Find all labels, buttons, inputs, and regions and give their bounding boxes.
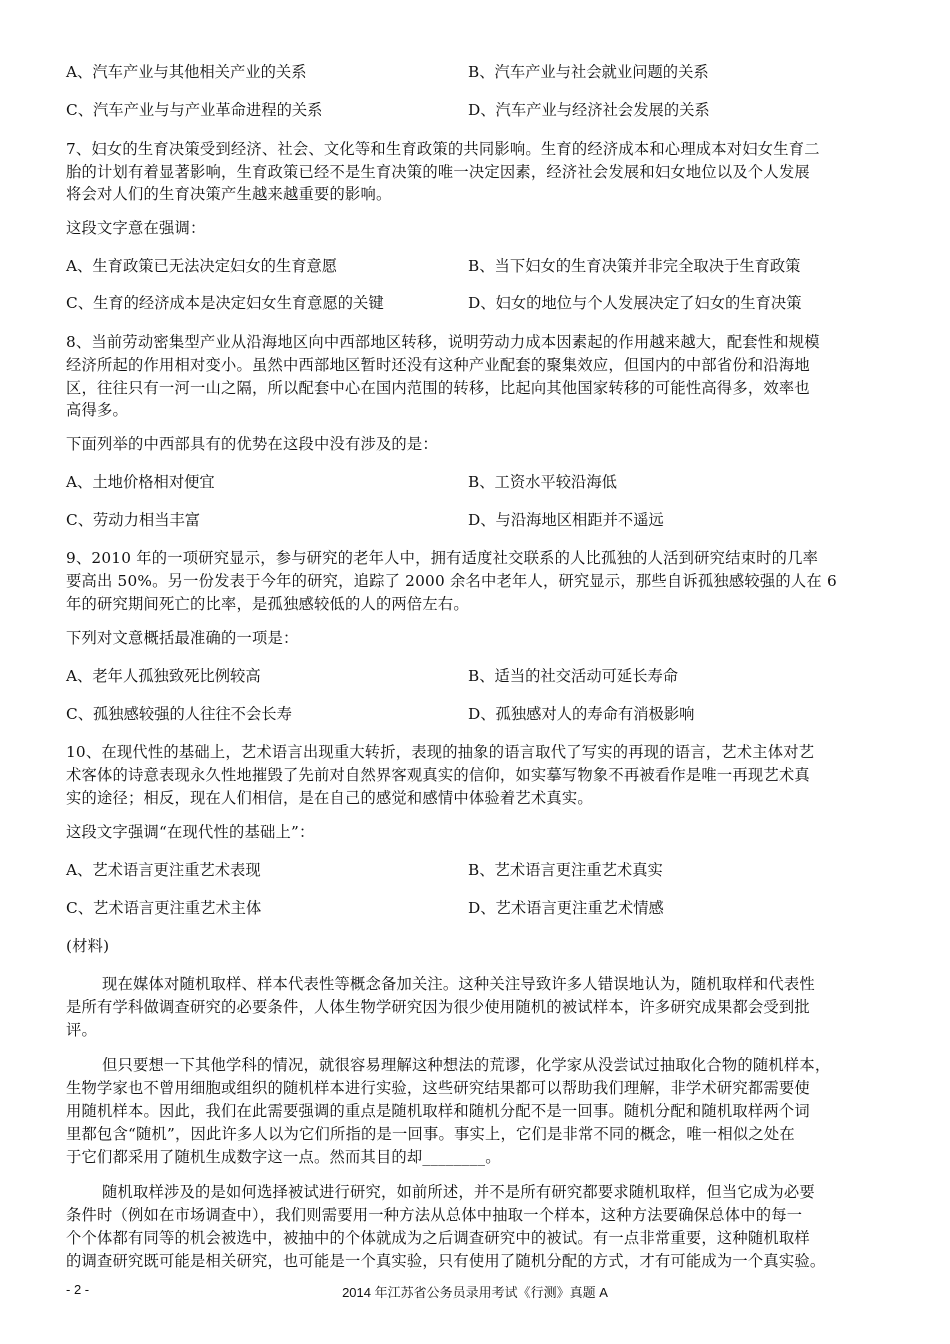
page-number: - 2 - xyxy=(66,1282,90,1297)
q7-option-d: D、妇女的地位与个人发展决定了妇女的生育决策 xyxy=(468,294,802,312)
q9-option-a: A、老年人孤独致死比例较高 xyxy=(66,667,261,685)
material-heading: (材料) xyxy=(66,937,110,955)
q10-stem-line: 术客体的诗意表现永久性地摧毁了先前对自然界客观真实的信仰，如实摹写物象不再被看作是唯一再现艺术真 xyxy=(66,766,810,784)
q10-option-c: C、艺术语言更注重艺术主体 xyxy=(66,899,262,917)
footer-title: 2014 年江苏省公务员录用考试《行测》真题 A xyxy=(342,1285,608,1300)
q7-option-c: C、生育的经济成本是决定妇女生育意愿的关键 xyxy=(66,294,384,312)
material-p2-line: 但只要想一下其他学科的情况，就很容易理解这种想法的荒谬，化学家从没尝试过抽取化合物的随机样本， xyxy=(102,1056,831,1074)
q9-stem-line: 年的研究期间死亡的比率，是孤独感较低的人的两倍左右。 xyxy=(66,595,469,613)
q10-option-a: A、艺术语言更注重艺术表现 xyxy=(66,861,261,879)
material-p2-line: 于它们都采用了随机生成数字这一点。然而其目的却________。 xyxy=(66,1148,501,1166)
q8-option-b: B、工资水平较沿海低 xyxy=(468,473,617,491)
material-p3-line: 的调查研究既可能是相关研究，也可能是一个真实验，只有使用了随机分配的方式，才有可能成为一个真实验。 xyxy=(66,1252,826,1270)
q9-stem-line: 9、2010 年的一项研究显示，参与研究的老年人中，拥有适度社交联系的人比孤独的人活到研究结束时的几率 xyxy=(66,549,819,567)
q8-prompt: 下面列举的中西部具有的优势在这段中没有涉及的是： xyxy=(66,435,438,453)
q9-option-d: D、孤独感对人的寿命有消极影响 xyxy=(468,705,695,723)
q10-prompt: 这段文字强调“在现代性的基础上”： xyxy=(66,823,315,841)
q10-option-b: B、艺术语言更注重艺术真实 xyxy=(468,861,663,879)
material-p1-line: 评。 xyxy=(66,1021,97,1039)
q7-stem-line: 将会对人们的生育决策产生越来越重要的影响。 xyxy=(66,185,392,203)
q8-option-c: C、劳动力相当丰富 xyxy=(66,511,201,529)
q7-option-b: B、当下妇女的生育决策并非完全取决于生育政策 xyxy=(468,257,801,275)
q10-stem-line: 10、在现代性的基础上，艺术语言出现重大转折，表现的抽象的语言取代了写实的再现的语言，艺术主体对艺 xyxy=(66,743,815,761)
material-p2-line: 生物学家也不曾用细胞或组织的随机样本进行实验，这些研究结果都可以帮助我们理解，非学术研究都需要使 xyxy=(66,1079,810,1097)
q9-option-b: B、适当的社交活动可延长寿命 xyxy=(468,667,679,685)
q7-stem-line: 7、妇女的生育决策受到经济、社会、文化等和生育政策的共同影响。生育的经济成本和心理成本对妇女生育二 xyxy=(66,140,820,158)
material-p2-line: 里都包含“随机”，因此许多人以为它们所指的是一回事。事实上，它们是非常不同的概念，唯一相似之处在 xyxy=(66,1125,795,1143)
q6-option-b: B、汽车产业与社会就业问题的关系 xyxy=(468,63,709,81)
q8-option-d: D、与沿海地区相距并不遥远 xyxy=(468,511,664,529)
material-p3-line: 个个体都有同等的机会被选中，被抽中的个体就成为之后调查研究中的被试。有一点非常重要，这种随机取样 xyxy=(66,1229,810,1247)
q6-option-a: A、汽车产业与其他相关产业的关系 xyxy=(66,63,307,81)
q9-option-c: C、孤独感较强的人往往不会长寿 xyxy=(66,705,292,723)
q8-stem-line: 高得多。 xyxy=(66,401,128,419)
material-p1-line: 是所有学科做调查研究的必要条件，人体生物学研究因为很少使用随机的被试样本，许多研究成果都会受到批 xyxy=(66,998,810,1016)
q8-stem-line: 经济所起的作用相对变小。虽然中西部地区暂时还没有这种产业配套的聚集效应，但国内的中部省份和沿海地 xyxy=(66,356,810,374)
q7-prompt: 这段文字意在强调： xyxy=(66,219,206,237)
q8-stem-line: 8、当前劳动密集型产业从沿海地区向中西部地区转移，说明劳动力成本因素起的作用越来越大，配套性和规模 xyxy=(66,333,820,351)
material-p1-line: 现在媒体对随机取样、样本代表性等概念备加关注。这种关注导致许多人错误地认为，随机取样和代表性 xyxy=(102,975,815,993)
q8-option-a: A、土地价格相对便宜 xyxy=(66,473,215,491)
q9-prompt: 下列对文意概括最准确的一项是： xyxy=(66,629,299,647)
q8-stem-line: 区，往往只有一河一山之隔，所以配套中心在国内范围的转移，比起向其他国家转移的可能性高得多，效率也 xyxy=(66,379,810,397)
q6-option-d: D、汽车产业与经济社会发展的关系 xyxy=(468,101,710,119)
q7-option-a: A、生育政策已无法决定妇女的生育意愿 xyxy=(66,257,338,275)
material-p3-line: 随机取样涉及的是如何选择被试进行研究，如前所述，并不是所有研究都要求随机取样，但当它成为必要 xyxy=(102,1183,815,1201)
material-p3-line: 条件时（例如在市场调查中），我们则需要用一种方法从总体中抽取一个样本，这种方法要确保总体中的每一 xyxy=(66,1206,803,1224)
q6-option-c: C、汽车产业与与产业革命进程的关系 xyxy=(66,101,323,119)
q9-stem-line: 要高出 50%。另一份发表于今年的研究，追踪了 2000 余名中老年人，研究显示，那些自诉孤独感较强的人在 6 xyxy=(66,572,837,590)
material-p2-line: 用随机样本。因此，我们在此需要强调的重点是随机取样和随机分配不是一回事。随机分配和随机取样两个词 xyxy=(66,1102,810,1120)
q10-stem-line: 实的途径；相反，现在人们相信，是在自己的感觉和感情中体验着艺术真实。 xyxy=(66,789,593,807)
q7-stem-line: 胎的计划有着显著影响，生育政策已经不是生育决策的唯一决定因素，经济社会发展和妇女地位以及个人发展 xyxy=(66,163,810,181)
q10-option-d: D、艺术语言更注重艺术情感 xyxy=(468,899,664,917)
